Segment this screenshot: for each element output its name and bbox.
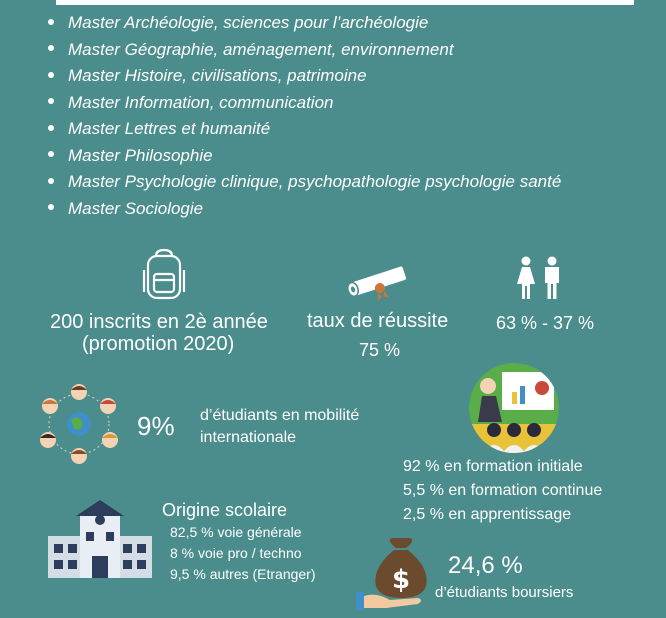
presentation-icon [468,362,560,454]
male-icon [542,256,562,300]
list-item [48,116,561,143]
bullet-icon [48,125,54,131]
master-label: Master Géographie, aménagement, environnement [68,39,454,59]
mobilite-value: 9% [137,411,175,441]
reussite-value: 75 % [359,340,401,360]
origine-item: 82,5 % voie générale [170,524,302,540]
inscrits-line2: (promotion 2020) [82,333,235,355]
boursiers-value: 24,6 % [448,552,523,579]
genre-value: 63 % - 37 % [496,313,595,333]
list-item [48,143,561,170]
masters-list [48,10,561,222]
school-building-icon [48,500,152,580]
master-label: Master Histoire, civilisations, patrimoine [68,66,367,85]
formation-continue: 5,5 % en formation continue [403,482,603,499]
mobilite-line2: internationale [200,429,297,446]
globe-people-icon [36,382,122,466]
bullet-icon [48,45,54,51]
list-item [48,10,561,37]
bullet-icon [48,204,54,210]
boursiers-label: d’étudiants boursiers [435,584,574,601]
reussite-label: taux de réussite [307,310,449,332]
list-item [48,37,561,64]
formation-apprentissage: 2,5 % en apprentissage [403,506,572,523]
bullet-icon [48,72,54,78]
origine-item: 8 % voie pro / techno [170,545,302,561]
top-divider [56,0,634,5]
origine-title: Origine scolaire [162,500,288,520]
master-label: Master Information, communication [68,92,334,112]
backpack-icon [140,248,188,302]
money-bag-icon [356,536,440,612]
bullet-icon [48,19,54,25]
master-label: Master Sociologie [68,198,204,218]
list-item [48,63,561,90]
bullet-icon [48,178,54,184]
mobilite-line1: d’étudiants en mobilité [200,407,360,424]
origine-item: 9,5 % autres (Etranger) [170,566,316,582]
list-item [48,196,561,223]
bullet-icon [48,98,54,104]
diploma-icon [342,262,416,302]
master-label: Master Lettres et humanité [68,119,271,138]
female-icon [516,256,536,300]
master-label: Master Archéologie, sciences pour l’archéologie [68,13,429,32]
bullet-icon [48,151,54,157]
svg-text:$: $ [391,565,411,595]
inscrits-line1: 200 inscrits en 2è année [50,311,268,333]
formation-initiale: 92 % en formation initiale [403,458,583,475]
master-label: Master Philosophie [68,145,213,165]
list-item [48,169,561,196]
master-label: Master Psychologie clinique, psychopathologie psychologie santé [68,172,562,191]
list-item [48,90,561,117]
